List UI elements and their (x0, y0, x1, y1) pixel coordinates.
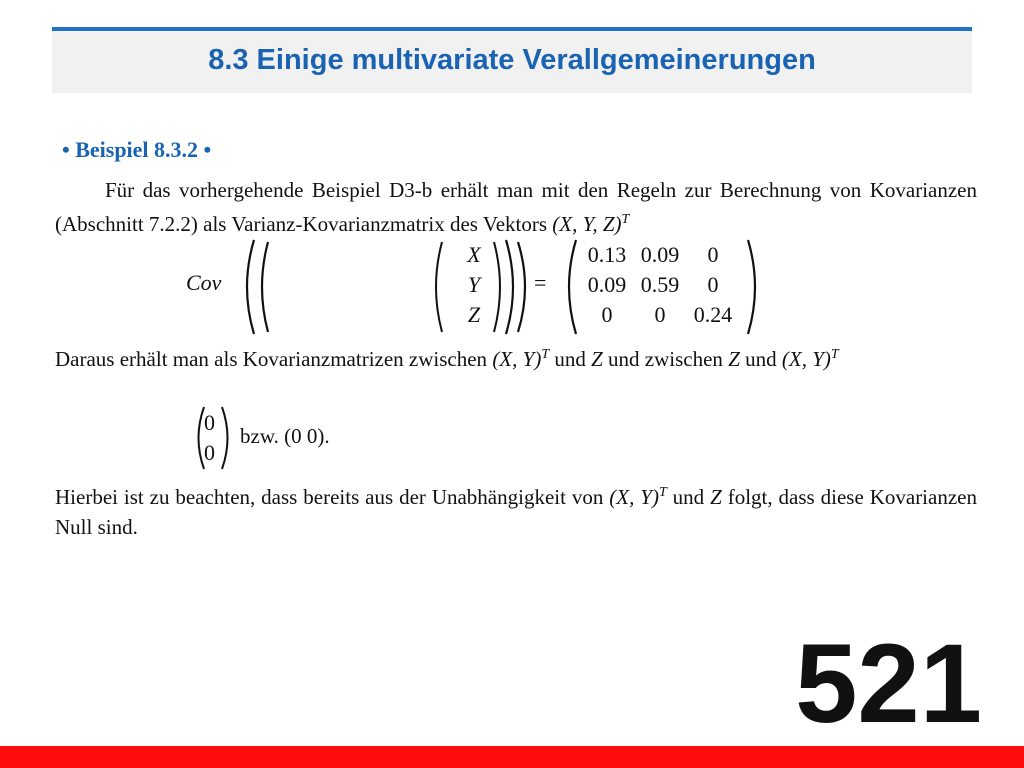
vec-x: X (467, 242, 481, 267)
matrix-cell: 0.09 (587, 272, 627, 297)
result-text: Daraus erhält man als Kovarianzmatrizen zwischen (55, 347, 493, 371)
vector-xy: (X, Y) (492, 347, 542, 371)
vector-xyz: (X, Y, Z) (552, 212, 622, 236)
vector-close-parens (482, 238, 532, 336)
matrix-close-paren (742, 238, 766, 336)
vector-open-paren (426, 238, 466, 336)
covariance-matrix (580, 240, 740, 330)
matrix-row (580, 300, 740, 330)
equals-sign: = (534, 270, 547, 295)
var-z: Z (710, 485, 722, 509)
title-bar (52, 27, 972, 93)
vector-column (464, 240, 484, 330)
covariance-equation (186, 238, 733, 336)
slide-title: 8.3 Einige multivariate Verallgemeinerungen (208, 44, 816, 76)
matrix-cell: 0.24 (693, 302, 733, 327)
cov-operator: Cov (186, 270, 222, 295)
matrix-row (580, 270, 740, 300)
transpose-sup: T (541, 347, 550, 362)
zero-vector-close-paren (218, 405, 236, 471)
matrix-cell: 0.09 (640, 242, 680, 267)
bottom-bar (0, 746, 1024, 768)
matrix-cell: 0 (654, 302, 666, 327)
result-text: und (739, 347, 782, 371)
vector-xy: (X, Y) (781, 347, 831, 371)
page-number: 521 (795, 621, 982, 746)
intro-text: Für das vorhergehende Beispiel D3-b erhält man mit den Regeln zur Berechnung von Kovarianzen (Abschnitt 7.2.2) als Varianz-Kovarianzmatrix des Vektors (55, 178, 977, 236)
matrix-open-paren (558, 238, 582, 336)
var-z: Z (591, 347, 603, 371)
var-z: Z (728, 347, 740, 371)
example-heading: • Beispiel 8.3.2 • (62, 137, 212, 162)
matrix-cell: 0 (707, 272, 719, 297)
vec-z: Z (467, 302, 481, 327)
vector-xy: (X, Y) (609, 485, 659, 509)
matrix-cell: 0 (601, 302, 613, 327)
vec-y: Y (467, 272, 481, 297)
note-text: und (666, 485, 711, 509)
zero-vector (204, 408, 215, 468)
matrix-cell: 0.59 (640, 272, 680, 297)
result-text: und (549, 347, 592, 371)
note-text: Hierbei ist zu beachten, dass bereits aus der Unabhängigkeit von (55, 485, 610, 509)
transpose-sup: T (621, 212, 630, 227)
note-text: folgt, dass diese Kovarianzen Null sind. (55, 485, 977, 539)
result-text: und zwischen (602, 347, 729, 371)
matrix-cell: 0.13 (587, 242, 627, 267)
transpose-sup: T (658, 485, 667, 500)
transpose-sup: T (830, 347, 839, 362)
zero-entry: 0 (204, 410, 215, 435)
zero-vector-equation (190, 405, 390, 471)
paragraph-note (55, 478, 977, 542)
matrix-cell: 0 (707, 242, 719, 267)
zero-entry: 0 (204, 440, 215, 465)
paragraph-result (55, 340, 977, 374)
paragraph-intro (55, 175, 977, 239)
zero-row-text: bzw. (0 0). (240, 424, 330, 448)
matrix-row (580, 240, 740, 270)
